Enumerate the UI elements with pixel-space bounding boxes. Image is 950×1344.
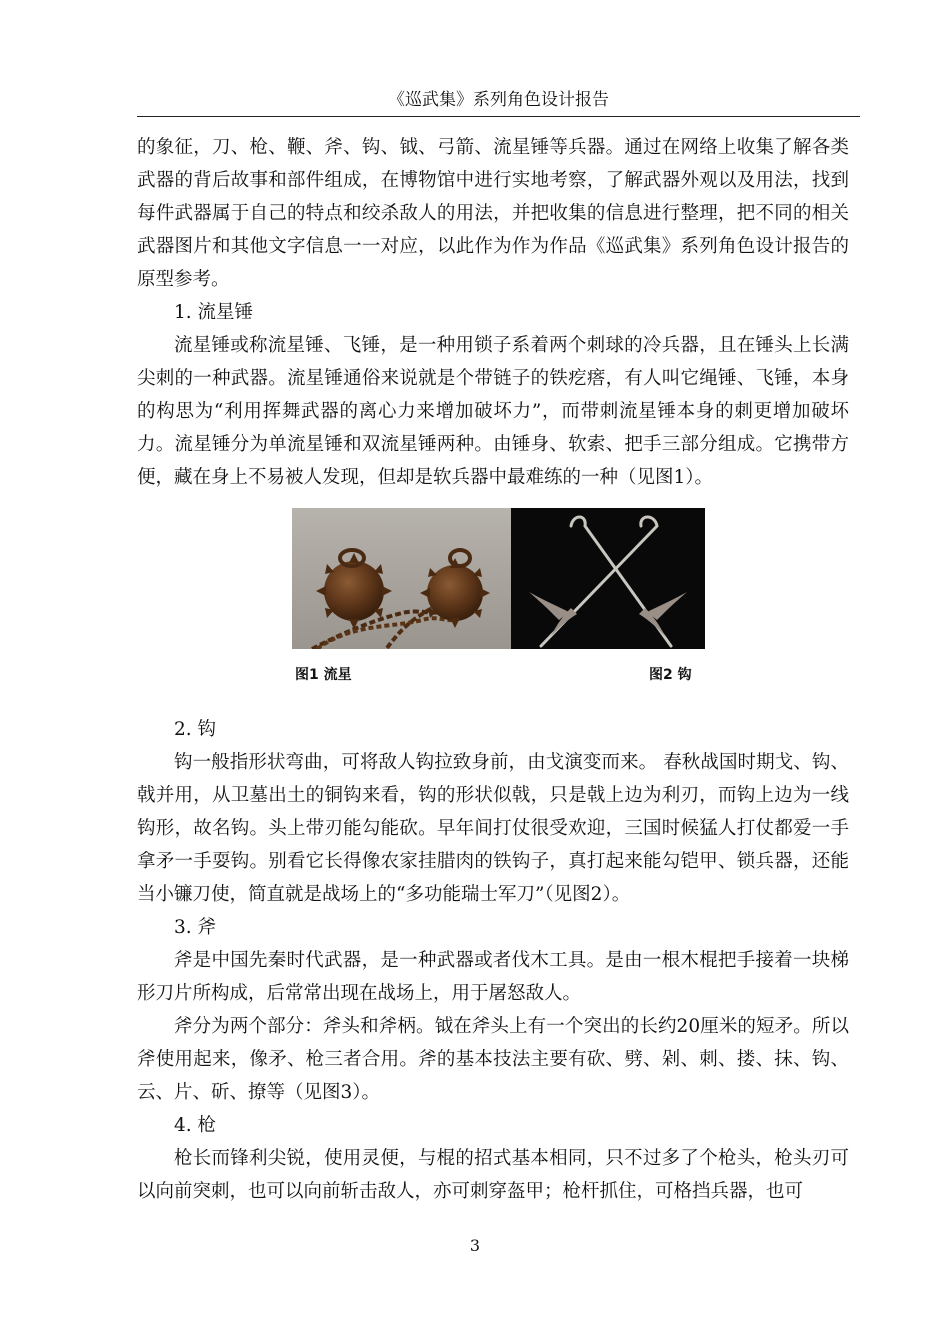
paragraph-meteor-hammer: 流星锤或称流星锤、飞锤，是一种用锁子系着两个刺球的冷兵器，且在锤头上长满尖刺的一种武器。流星锤通俗来说就是个带链子的铁疙瘩，有人叫它绳锤、飞锤，本身的构思为“利用挥舞武器的离心力来增加破坏力”，而带刺流星锤本身的刺更增加破坏力。流星锤分为单流星锤和双流星锤两种。由锤身、软索、把手三部分组成。它携带方便，藏在身上不易被人发现，但却是软兵器中最难练的一种（见图1）。 xyxy=(137,335,849,488)
figure-1-caption: 图1 流星 xyxy=(295,667,352,683)
meteor-hammer-illustration xyxy=(292,508,511,649)
figure-2-caption: 图2 钩 xyxy=(649,667,692,683)
section-heading-axe: 3. 斧 xyxy=(174,917,217,938)
document-body xyxy=(137,131,849,1208)
intro-paragraph: 的象征，刀、枪、鞭、斧、钩、钺、弓箭、流星锤等兵器。通过在网络上收集了解各类武器的背后故事和部件组成，在博物馆中进行实地考察，了解武器外观以及用法，找到每件武器属于自己的特点和绞杀敌人的用法，并把收集的信息进行整理，把不同的相关武器图片和其他文字信息一一对应，以此作为作为作品《巡武集》系列角色设计报告的原型参考。 xyxy=(137,137,849,290)
paragraph-spear: 枪长而锋利尖锐，使用灵便，与棍的招式基本相同，只不过多了个枪头，枪头刃可以向前突刺，也可以向前斩击敌人，亦可刺穿盔甲；枪杆抓住，可格挡兵器，也可 xyxy=(137,1148,849,1202)
hook-weapon-image xyxy=(511,508,705,649)
paragraph-axe-2: 斧分为两个部分：斧头和斧柄。钺在斧头上有一个突出的长约20厘米的短矛。所以斧使用起来，像矛、枪三者合用。斧的基本技法主要有砍、劈、剁、刺、搂、抹、钩、云、片、斫、撩等（见图3）。 xyxy=(137,1016,849,1103)
section-heading-hook: 2. 钩 xyxy=(174,719,217,740)
section-heading-spear: 4. 枪 xyxy=(174,1115,217,1136)
header-title: 《巡武集》系列角色设计报告 xyxy=(388,90,609,110)
page-header xyxy=(137,88,860,117)
paragraph-axe-1: 斧是中国先秦时代武器，是一种武器或者伐木工具。是由一根木棍把手接着一块梯形刀片所构成，后常常出现在战场上，用于屠怒敌人。 xyxy=(137,950,849,1004)
section-heading-meteor-hammer: 1. 流星锤 xyxy=(174,302,254,323)
paragraph-hook: 钩一般指形状弯曲，可将敌人钩拉致身前，由戈演变而来。 春秋战国时期戈、钩、戟并用，从卫墓出土的铜钩来看，钩的形状似戟，只是戟上边为利刃，而钩上边为一线钩形，故名钩。头上带刃能勾能砍。早年间打仗很受欢迎，三国时候猛人打仗都爱一手拿矛一手耍钩。别看它长得像农家挂腊肉的铁钩子，真打起来能勾铠甲、锁兵器，还能当小镰刀使，简直就是战场上的“多功能瑞士军刀”（见图2）。 xyxy=(137,752,849,905)
page-number: 3 xyxy=(469,1236,481,1255)
figure-row xyxy=(137,497,849,713)
meteor-hammer-image xyxy=(292,508,511,649)
hook-weapon-illustration xyxy=(511,508,705,649)
